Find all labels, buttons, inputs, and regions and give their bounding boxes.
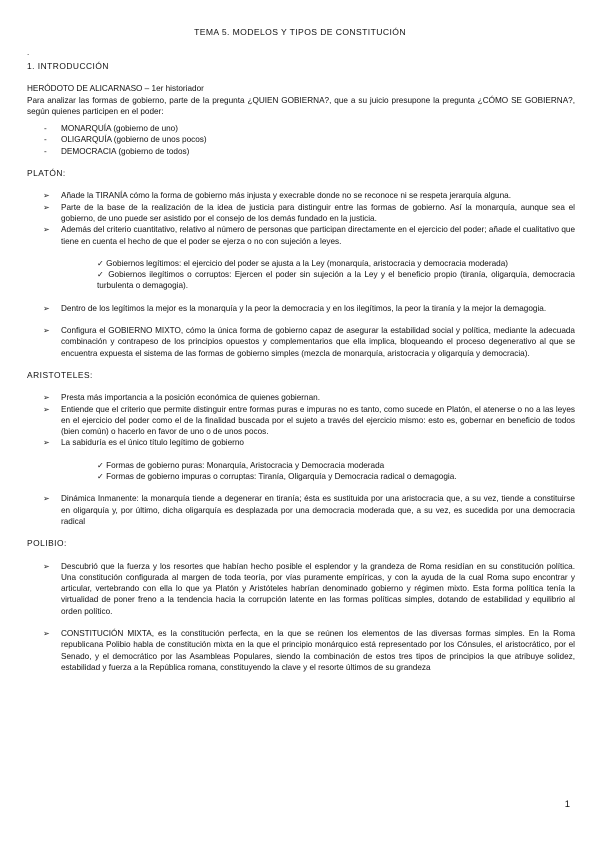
list-item: ➢ CONSTITUCIÓN MIXTA, es la constitución perfecta, en la que se reúnen los elementos de las diversas formas simples. En la Roma republicana Polibio habla de constitución mixta en la que el principio monárquico está representado por los Cónsules, el aristocrático, por el Senado, y el democrático por las Asambleas Populares, siendo la combinación de estos tres tipos de principios la que atribuye solidez, estabilidad y fuerza a la República romana, constituyendo la clave y el resorte últimos de su grandeza (43, 628, 575, 672)
arrow-bullet-icon: ➢ (43, 393, 50, 403)
arrow-bullet-icon: ➢ (43, 191, 50, 201)
dash-bullet-icon: - (44, 124, 47, 134)
list-item: - DEMOCRACIA (gobierno de todos) (44, 146, 190, 156)
list-item: ✓ Gobiernos ilegítimos o corruptos: Ejercen el poder sin sujeción a la Ley y el beneficio propio (tiranía, oligarquía, democracia turbulenta o demagogia). (97, 270, 575, 291)
arrow-bullet-icon: ➢ (43, 303, 50, 313)
section-heading-polibio: POLIBIO: (27, 538, 67, 549)
platon-bullets-3 (27, 325, 575, 359)
list-item: ➢ Entiende que el criterio que permite distinguir entre formas puras e impuras no es tanto, como sucede en Platón, el atenerse o no a las leyes en el ejercicio del poder como el de la finalidad buscada por el sujeto a través del ejercicio mismo: esto es, gobernar en beneficio de todos (bien común) o hacerlo en favor de uno o de unos pocos. (43, 404, 575, 437)
section-heading-introduccion: 1. INTRODUCCIÓN (27, 61, 109, 71)
arrow-bullet-icon: ➢ (43, 438, 50, 448)
arrow-bullet-icon: ➢ (43, 326, 50, 336)
polibio-bullets-2 (27, 628, 575, 673)
list-item: ➢ Dentro de los legítimos la mejor es la monarquía y la peor la democracia y en los ilegítimos, la peor la tiranía y la mejor la demagogia. (43, 303, 547, 313)
aristoteles-bullets (27, 392, 575, 448)
list-item: ✓ Formas de gobierno impuras o corruptas: Tiranía, Oligarquía y Democracia radical o demagogia. (97, 472, 457, 482)
intro-paragraph: Para analizar las formas de gobierno, parte de la pregunta ¿QUIEN GOBIERNA?, que a su juicio presupone la pregunta ¿CÓMO SE GOBIERNA?, según quienes participen en el poder: (27, 95, 575, 116)
arrow-bullet-icon: ➢ (43, 202, 50, 212)
list-item: ➢ Además del criterio cuantitativo, relativo al número de personas que participan directamente en el ejercicio del poder; añade el cualitativo que tiene en cuenta el hecho de que el poder se ejerza o no con sujeción a leyes. (43, 225, 575, 246)
platon-bullets-2 (27, 303, 575, 314)
section-heading-aristoteles: ARISTOTELES: (27, 369, 93, 380)
list-item: ✓ Formas de gobierno puras: Monarquía, Aristocracia y Democracia moderada (97, 460, 385, 470)
list-item: - MONARQUÍA (gobierno de uno) (44, 124, 178, 134)
arrow-bullet-icon: ➢ (43, 561, 50, 571)
arrow-bullet-icon: ➢ (43, 628, 50, 638)
section-heading-platon: PLATÓN: (27, 168, 66, 179)
aristoteles-checks (27, 460, 575, 483)
list-item: ➢ Dinámica Inmanente: la monarquía tiende a degenerar en tiranía; ésta es sustituida por una aristocracia que, a su vez, tiende a constituirse en oligarquía y, por último, dicha oligarquía es desplazada por una democracia moderada que, a su vez, es sucedida por una democracia radical (43, 494, 575, 526)
page-number: 1 (564, 799, 570, 810)
herodoto-line: HERÓDOTO DE ALICARNASO – 1er historiador (27, 84, 204, 94)
list-item: - OLIGARQUÍA (gobierno de unos pocos) (44, 135, 207, 145)
list-item: ➢ Descubrió que la fuerza y los resortes que habían hecho posible el esplendor y la grandeza de Roma residían en su constitución política. Una constitución configurada al margen de toda teoría, por vías puramente empíricas, y con la ayuda de la cual Roma supo encontrar y articular, vertebrando con ella lo que ya Platón y Aristóteles habrían denominado gobierno y régimen mixto. Esta forma política tenía la virtualidad de poner freno a la tendencia hacia la corrupción latente en las formas políticas simples, dotando de estabilidad y equilibrio al orden político. (43, 561, 575, 616)
arrow-bullet-icon: ➢ (43, 225, 50, 235)
polibio-bullets (27, 561, 575, 617)
forms-list (27, 123, 575, 157)
list-item: ✓ Gobiernos legítimos: el ejercicio del poder se ajusta a la Ley (monarquía, aristocracia y democracia moderada) (97, 258, 508, 268)
platon-bullets (27, 190, 575, 246)
document-body (27, 61, 575, 673)
arrow-bullet-icon: ➢ (43, 494, 50, 504)
arrow-bullet-icon: ➢ (43, 404, 50, 414)
list-item: ➢ La sabiduría es el único título legítimo de gobierno (43, 438, 244, 448)
platon-checks (27, 258, 575, 292)
aristoteles-bullets-2 (27, 493, 575, 527)
list-item: ➢ Parte de la base de la realización de la idea de justicia para distinguir entre las formas de gobierno. Así la monarquía, aunque sea el gobierno, de uno puede ser asistido por el consejo de los demás fundado en la justicia. (43, 202, 575, 223)
dash-bullet-icon: - (44, 135, 47, 145)
list-item: ➢ Configura el GOBIERNO MIXTO, cómo la única forma de gobierno capaz de asegurar la estabilidad social y política, mediante la adecuada combinación y contrapeso de los principios opuestos y complementarios que ella implica, bloqueando el proceso degenerativo al que se encuentra expuesta el sistema de las formas de gobierno simples (mezcla de monarquía, aristocracia y oligarquía y democracia). (43, 326, 575, 358)
list-item: ➢ Presta más importancia a la posición económica de quienes gobiernan. (43, 393, 320, 403)
stray-dot: . (27, 48, 30, 57)
dash-bullet-icon: - (44, 146, 47, 156)
document-title: TEMA 5. MODELOS Y TIPOS DE CONSTITUCIÓN (194, 27, 406, 37)
list-item: ➢ Añade la TIRANÍA cómo la forma de gobierno más injusta y execrable donde no se reconoce ni se respeta jerarquía alguna. (43, 191, 511, 201)
